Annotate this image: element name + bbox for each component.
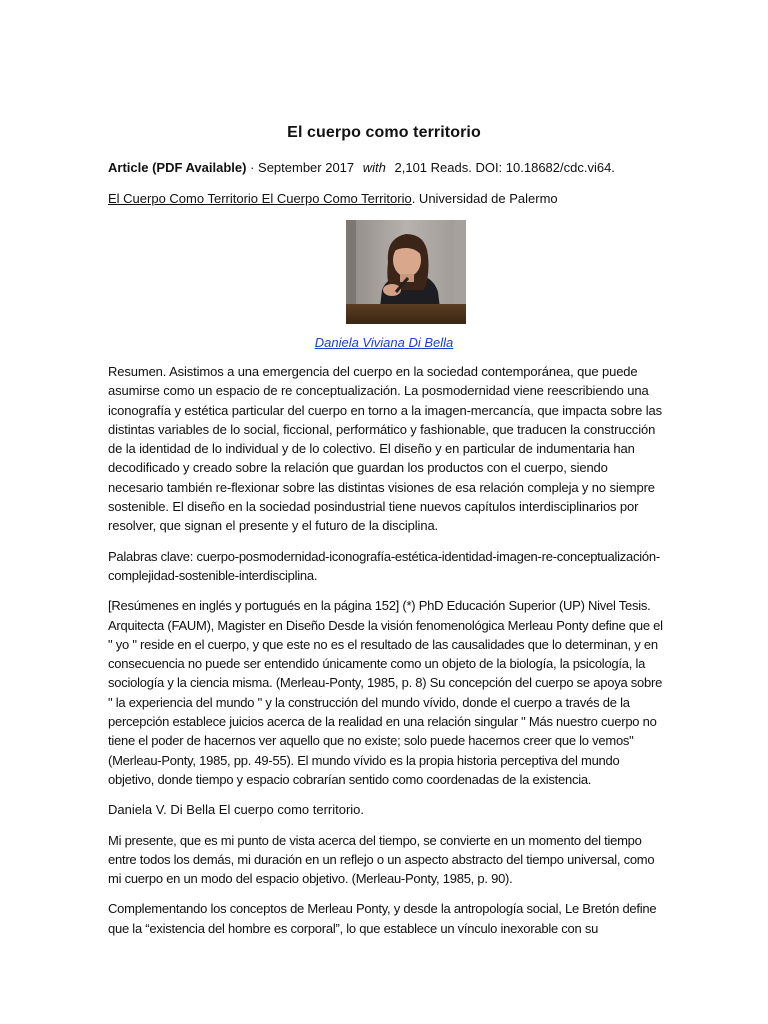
article-reads-doi: 2,101 Reads. DOI: 10.18682/cdc.vi64. xyxy=(390,160,615,175)
article-date: · September 2017 xyxy=(246,160,358,175)
paragraph-byline: Daniela V. Di Bella El cuerpo como territorio. xyxy=(108,802,365,818)
author-link[interactable]: Daniela Viviana Di Bella xyxy=(314,335,454,350)
article-source xyxy=(108,191,668,206)
paragraph-abstract: Resumen. Asistimos a una emergencia del cuerpo en la sociedad contemporánea, que puede asumirse como un espacio de re conceptualización. La posmodernidad viene reescribiendo una iconografía y estética particular del cuerpo en torno a la imagen-mercancía, que impacta sobre las distintas variables de lo social, ficcional, performático y fashionable, que traducen la construcción de la identidad de lo individual y de lo colectivo. El diseño y en particular de indumentaria han decodificado y creado sobre la relación que guardan los productos con el cuerpo, siendo necesario también re-flexionar sobre las distintas visiones de esa relación compleja y no siempre sostenible. El diseño en la sociedad posindustrial tiene nuevos capítulos interdisciplinarios por resolver, que signan el presente y el futuro de la disciplina. xyxy=(108,364,663,534)
article-body xyxy=(108,362,666,949)
article-type: Article (PDF Available) xyxy=(108,160,247,175)
paragraph-keywords: Palabras clave: cuerpo-posmodernidad-iconografía-estética-identidad-imagen-re-conceptualización-complejidad-sostenible-interdisciplina. xyxy=(108,548,660,583)
paragraph-quote: Mi presente, que es mi punto de vista acerca del tiempo, se convierte en un momento del tiempo entre todos los demás, mi duración en un reflejo o un aspecto abstracto del tiempo universal, como mi cuerpo en un modo del espacio objetivo. (Merleau-Ponty, 1985, p. 90). xyxy=(108,832,655,887)
document-title: El cuerpo como territorio xyxy=(287,124,481,141)
paragraph-intro: [Resúmenes en inglés y portugués en la página 152] (*) PhD Educación Superior (UP) Nivel Tesis. Arquitecta (FAUM), Magister en Diseño Desde la visión fenomenológica Merleau Ponty define que el " yo " reside en el cuerpo, y que este no es el resultado de las causalidades que lo determinan, y en consecuencia no puede ser entendido únicamente como un objeto de la biología, la psicología, la sociología y la ciencia misma. (Merleau-Ponty, 1985, p. 8) Su concepción del cuerpo se apoya sobre " la experiencia del mundo " y la construcción del mundo vívido, donde el cuerpo a través de la percepción establece juicios acerca de la realidad en una relación singular " Más nuestro cuerpo no tiene el poder de hacernos ver aquello que no existe; solo puede hacernos creer que lo vemos" (Merleau-Ponty, 1985, pp. 49-55). El mundo vívido es la propia historia perceptiva del mundo objetivo, donde tiempo y espacio cobrarían sentido como coordenadas de la existencia. xyxy=(108,598,663,787)
author-name xyxy=(0,335,768,350)
source-link[interactable]: El Cuerpo Como Territorio El Cuerpo Como Territorio xyxy=(108,191,412,206)
author-photo xyxy=(346,220,466,324)
source-institution: . Universidad de Palermo xyxy=(411,191,558,206)
article-with: with xyxy=(362,160,386,175)
paragraph-lebreton: Complementando los conceptos de Merleau Ponty, y desde la antropología social, Le Bretón define que la “existencia del hombre es corporal”, lo que establece un vínculo inexorable con su xyxy=(108,901,657,936)
article-meta xyxy=(108,160,668,175)
